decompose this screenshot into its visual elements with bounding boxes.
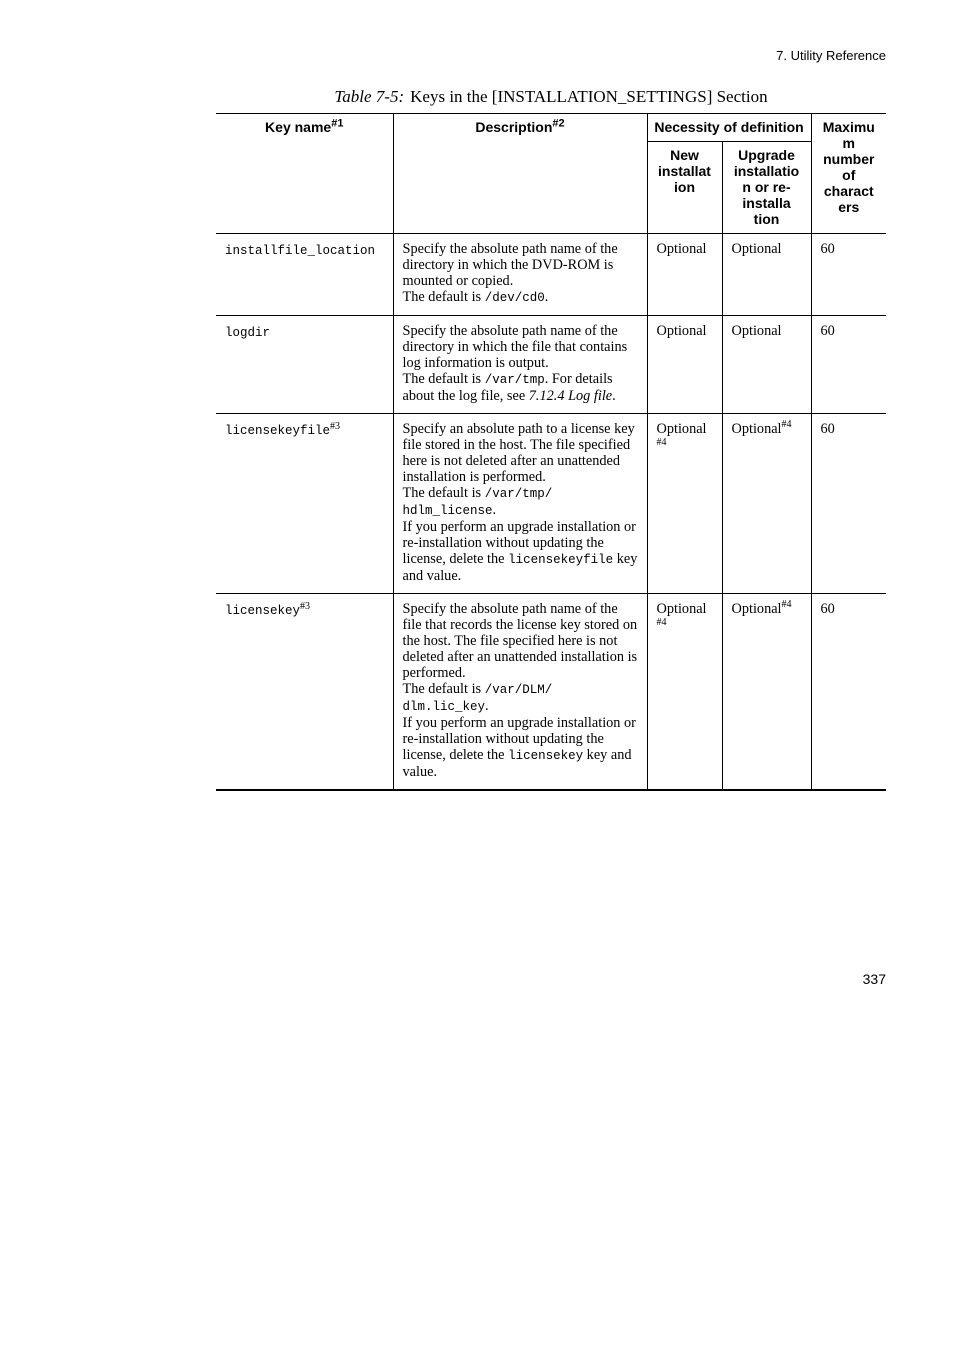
footnote-ref: #3: [330, 420, 341, 432]
table-row: [216, 316, 886, 414]
header-description: Description$^{\#2}$: [393, 114, 647, 234]
header-key-name: Key name$^{\#1}$: [216, 114, 393, 234]
page-number: 337: [862, 971, 886, 987]
installation-settings-table: [216, 113, 886, 791]
footnote-ref: #4: [781, 419, 792, 431]
upgrade-cell: Optional$^{\#4}$: [722, 414, 811, 594]
header-necessity: Necessity of definition: [647, 114, 811, 142]
description-cell: Specify the absolute path name of the file that records the license key stored on the host. The file specified here is not deleted after an unattended installation is performed. The default is /var/DLM/ dlm.lic_key. If you perform an upgrade installation or re-installation without updating the license, delete the licensekey key and value.: [393, 594, 647, 791]
max-chars-cell: 60: [811, 316, 886, 414]
description-cell: Specify an absolute path to a license key file stored in the host. The file specified here is not deleted after an unattended installation is performed. The default is /var/tmp/ hdlm_license. If you perform an upgrade installation or re-installation without updating the license, delete the licensekeyfile key and value.: [393, 414, 647, 594]
header-new-installation: New installat ion: [647, 142, 722, 234]
running-head: 7. Utility Reference: [776, 48, 886, 63]
max-chars-cell: 60: [811, 594, 886, 791]
table-row: [216, 594, 886, 791]
table-caption-text: Keys in the [INSTALLATION_SETTINGS] Section: [410, 87, 768, 106]
footnote-ref: #1: [331, 117, 344, 130]
footnote-ref: #4: [781, 599, 792, 611]
header-upgrade: Upgrade installatio n or re-installa tion: [722, 142, 811, 234]
key-name-cell: licensekey$^{\#3}$: [216, 594, 393, 791]
key-name-cell: installfile_location: [216, 234, 393, 316]
new-installation-cell: Optional: [647, 234, 722, 316]
footnote-ref: #4: [656, 617, 667, 628]
key-name-cell: logdir: [216, 316, 393, 414]
table-row: [216, 234, 886, 316]
max-chars-cell: 60: [811, 234, 886, 316]
new-installation-cell: Optional: [647, 316, 722, 414]
table-caption: [216, 87, 886, 107]
footnote-ref: #2: [552, 117, 565, 130]
max-chars-cell: 60: [811, 414, 886, 594]
section-reference: 7.12.4 Log file: [528, 388, 613, 404]
upgrade-cell: Optional$^{\#4}$: [722, 594, 811, 791]
footnote-ref: #3: [300, 600, 311, 612]
new-installation-cell: Optional #4: [647, 414, 722, 594]
upgrade-cell: Optional: [722, 234, 811, 316]
description-cell: Specify the absolute path name of the directory in which the file that contains log information is output. The default is /var/tmp. For details about the log file, see 7.12.4 Log file.: [393, 316, 647, 414]
key-name-cell: licensekeyfile$^{\#3}$: [216, 414, 393, 594]
new-installation-cell: Optional #4: [647, 594, 722, 791]
upgrade-cell: Optional: [722, 316, 811, 414]
table-caption-label: Table 7-5:: [334, 87, 405, 106]
header-max-chars: Maximu m number of charact ers: [811, 114, 886, 234]
footnote-ref: #4: [656, 437, 667, 448]
description-cell: Specify the absolute path name of the directory in which the DVD-ROM is mounted or copied. The default is /dev/cd0.: [393, 234, 647, 316]
table-row: [216, 414, 886, 594]
